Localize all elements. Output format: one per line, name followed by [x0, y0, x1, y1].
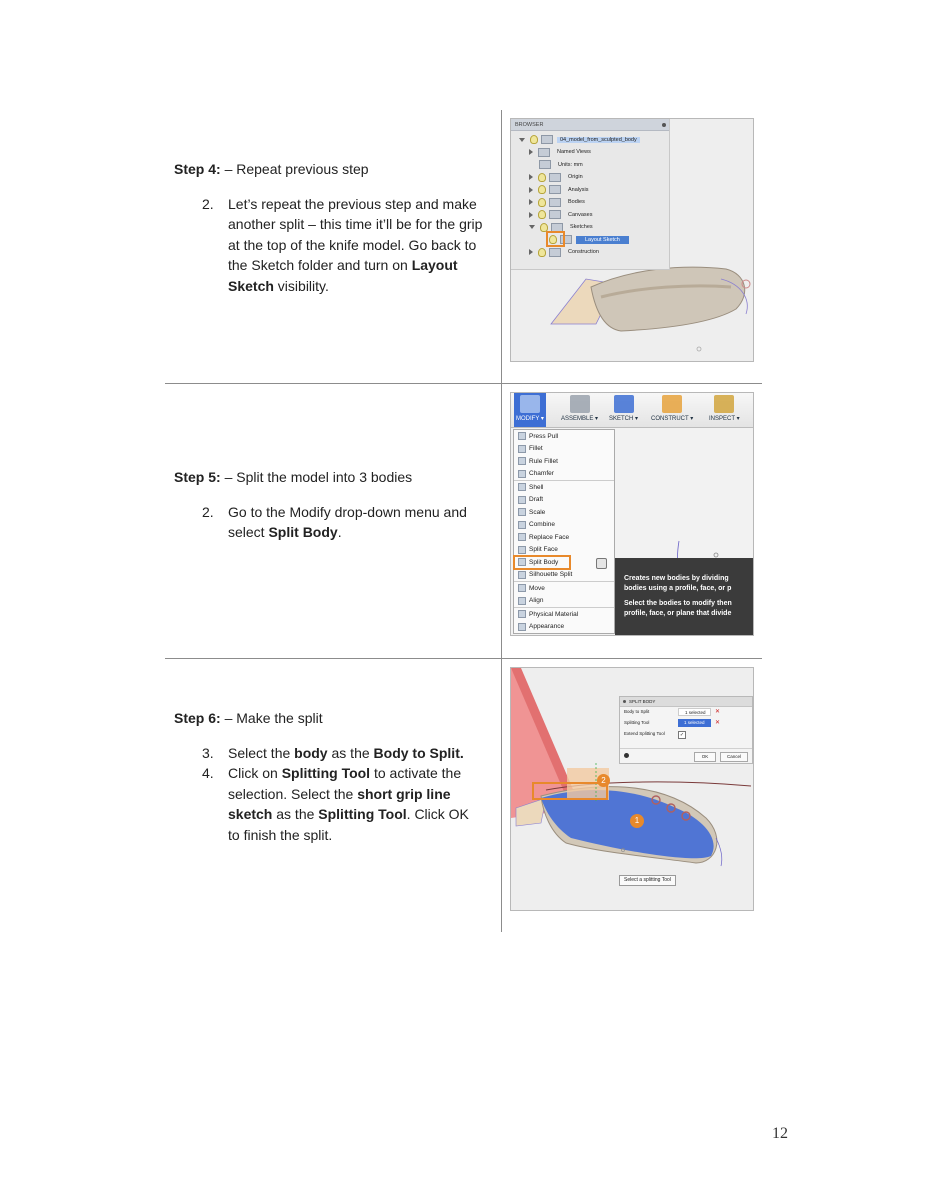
tree-item-label: Units: mm: [558, 161, 583, 168]
visibility-bulb-icon[interactable]: [538, 173, 546, 182]
menu-item-icon: [518, 470, 526, 478]
browser-tree-item[interactable]: [529, 197, 588, 208]
step-heading: – Split the model into 3 bodies: [220, 469, 413, 485]
split-body-tooltip: [615, 558, 753, 635]
instruction-item: [174, 502, 484, 543]
tree-item-label: Named Views: [557, 149, 591, 155]
step-instructions: [174, 502, 484, 543]
tool-label: MODIFY ▾: [516, 416, 544, 422]
browser-tree-item[interactable]: [529, 209, 595, 220]
step-instructions: [174, 194, 484, 297]
extend-checkbox[interactable]: ✓: [679, 732, 685, 738]
browser-tree-item[interactable]: [529, 247, 602, 258]
expand-right-icon[interactable]: [529, 187, 533, 193]
menu-item-icon: [518, 508, 526, 516]
dialog-header: [620, 697, 752, 707]
modify-menu-screenshot: [510, 392, 754, 636]
menu-item-scale[interactable]: [514, 506, 614, 519]
expand-right-icon[interactable]: [529, 249, 533, 255]
folder-icon: [538, 148, 550, 157]
menu-item-icon: [518, 623, 526, 631]
dialog-row: [620, 729, 752, 740]
menu-item-icon: [518, 546, 526, 554]
step-title: [174, 159, 484, 180]
page-number: 12: [772, 1125, 788, 1142]
tooltip-line: Select the bodies to modify then: [624, 600, 732, 607]
dialog-row-label: Splitting Tool: [624, 720, 650, 725]
browser-tree-item[interactable]: [529, 184, 591, 195]
visibility-bulb-icon[interactable]: [538, 185, 546, 194]
tree-item-label: 04_model_from_sculpted_body: [557, 137, 640, 143]
folder-icon: [541, 135, 553, 144]
menu-item-label: Silhouette Split: [529, 571, 573, 579]
tree-item-label: Origin: [568, 174, 583, 180]
folder-icon: [549, 248, 561, 257]
menu-item-icon: [518, 558, 526, 566]
folder-icon: [539, 160, 551, 169]
menu-item-label: Press Pull: [529, 432, 559, 440]
menu-item-icon: [518, 597, 526, 605]
menu-item-rule-fillet[interactable]: [514, 455, 614, 468]
step-5-text: [174, 467, 484, 543]
step-label: Step 5:: [174, 469, 221, 485]
bold-term: Splitting Tool: [281, 765, 371, 781]
menu-item-icon: [518, 483, 526, 491]
dialog-dot-icon: [623, 700, 626, 703]
menu-item-label: Split Body: [529, 558, 559, 566]
menu-item-physical-material[interactable]: [514, 607, 614, 621]
menu-item-replace-face[interactable]: [514, 531, 614, 544]
browser-header: [511, 119, 669, 131]
tool-label: SKETCH ▾: [609, 416, 639, 422]
split-body-screenshot: [510, 667, 754, 911]
bold-term: body: [294, 744, 328, 761]
instruction-text: Click on: [228, 765, 282, 781]
browser-tree-item[interactable]: [529, 172, 586, 183]
instruction-text: . Click OK to finish the split.: [228, 806, 469, 843]
menu-item-combine[interactable]: [514, 519, 614, 532]
menu-item-fillet[interactable]: [514, 443, 614, 456]
dialog-title: SPLIT BODY: [629, 699, 656, 704]
menu-item-shell[interactable]: [514, 480, 614, 494]
modify-dropdown-menu: [513, 429, 615, 634]
menu-item-label: Shell: [529, 483, 544, 491]
visibility-bulb-icon[interactable]: [530, 135, 538, 144]
menu-item-label: Chamfer: [529, 470, 554, 478]
menu-item-icon: [518, 521, 526, 529]
clear-selection-icon[interactable]: ✕: [715, 709, 721, 715]
instruction-text: Go to the Modify drop-down menu and select: [228, 503, 467, 540]
dialog-row-label: Extend Splitting Tool: [624, 731, 665, 736]
selection-button[interactable]: 1 selected: [678, 708, 711, 716]
menu-item-icon: [518, 432, 526, 440]
expand-right-icon[interactable]: [529, 174, 533, 180]
prompt-tooltip: Select a splitting Tool: [619, 875, 676, 886]
item-number: 2.: [202, 195, 214, 212]
marker-2: 2: [597, 774, 610, 787]
menu-item-label: Combine: [529, 521, 556, 529]
folder-icon: [549, 173, 561, 182]
menu-item-silhouette-split[interactable]: [514, 569, 614, 582]
instruction-text: Let’s repeat the previous step and make another split – this time it’ll be for the grip at the top of the knife model. Go back to the Sketch folder and turn on: [228, 195, 483, 273]
menu-item-appearance[interactable]: [514, 621, 614, 634]
menu-item-align[interactable]: [514, 595, 614, 608]
dialog-row: [620, 718, 752, 729]
table-row-divider: [165, 658, 762, 659]
browser-panel-screenshot: [510, 118, 754, 362]
menu-item-draft[interactable]: [514, 494, 614, 507]
menu-item-icon: [518, 533, 526, 541]
tree-item-label: Analysis: [568, 186, 589, 193]
item-number: 3.: [202, 744, 214, 761]
tool-label: INSPECT ▾: [709, 416, 740, 422]
menu-item-label: Draft: [529, 496, 544, 504]
bold-term: short grip line sketch: [228, 785, 451, 822]
bold-term: Splitting Tool: [318, 806, 407, 822]
expand-right-icon[interactable]: [529, 212, 533, 218]
bold-term: Body to Split.: [373, 744, 464, 761]
menu-item-label: Fillet: [529, 445, 543, 453]
tooltip-line: bodies using a profile, face, or p: [624, 584, 732, 592]
tree-item-label: Construction: [568, 249, 599, 255]
options-dot-icon[interactable]: [662, 123, 666, 127]
highlight-box: [546, 231, 565, 247]
dialog-row: [620, 707, 752, 718]
step-heading: – Repeat previous step: [220, 161, 369, 177]
menu-item-icon: [518, 445, 526, 453]
step-6-text: [174, 708, 484, 845]
menu-item-label: Rule Fillet: [529, 457, 558, 465]
step-heading: – Make the split: [220, 710, 323, 726]
menu-item-label: Move: [529, 584, 545, 592]
instruction-text: .: [337, 524, 342, 540]
step-label: Step 6:: [174, 710, 221, 726]
menu-item-label: Scale: [529, 508, 546, 516]
dialog-row-label: Body to Split: [624, 709, 650, 714]
instruction-item: [174, 763, 484, 845]
browser-header-label: BROWSER: [515, 121, 544, 128]
expand-down-icon[interactable]: [529, 225, 535, 229]
visibility-bulb-icon[interactable]: [538, 248, 546, 257]
expand-right-icon[interactable]: [529, 149, 533, 155]
ok-button[interactable]: OK: [694, 752, 716, 762]
tooltip-line: profile, face, or plane that divide: [624, 609, 732, 617]
instruction-item: [174, 743, 484, 764]
menu-item-icon: [518, 496, 526, 504]
folder-icon: [549, 185, 561, 194]
marker-1: 1: [630, 814, 644, 828]
browser-tree-item[interactable]: [539, 159, 586, 170]
tool-label: ASSEMBLE ▾: [561, 416, 599, 422]
menu-item-icon: [518, 584, 526, 592]
instruction-text: as the: [327, 744, 374, 761]
step-label: Step 4:: [174, 161, 221, 177]
more-options-icon[interactable]: [596, 558, 607, 569]
menu-item-label: Appearance: [529, 623, 565, 631]
table-vertical-divider: [501, 110, 502, 932]
instruction-item: [174, 194, 484, 297]
step-title: [174, 708, 484, 729]
menu-item-icon: [518, 457, 526, 465]
clear-selection-icon[interactable]: ✕: [715, 720, 721, 726]
folder-icon: [549, 210, 561, 219]
menu-item-label: Replace Face: [529, 533, 570, 541]
menu-item-chamfer[interactable]: [514, 468, 614, 481]
table-row-divider: [165, 383, 762, 384]
instruction-text: visibility.: [273, 277, 329, 294]
step-instructions: [174, 743, 484, 846]
browser-tree: [511, 119, 670, 270]
bold-term: Split Body: [268, 524, 338, 540]
menu-item-move[interactable]: [514, 581, 614, 595]
menu-item-label: Split Face: [529, 546, 558, 554]
item-number: 2.: [202, 503, 214, 520]
bold-term: Layout Sketch: [228, 257, 458, 294]
instruction-text: to activate the selection. Select the: [228, 765, 462, 802]
info-icon[interactable]: [624, 753, 629, 758]
tree-item-label: Sketches: [570, 224, 593, 230]
visibility-bulb-icon[interactable]: [538, 198, 546, 207]
dialog-footer: [620, 748, 752, 763]
selection-button[interactable]: 1 selected: [678, 719, 711, 727]
cancel-button[interactable]: Cancel: [720, 752, 748, 762]
step-title: [174, 467, 484, 488]
item-number: 4.: [202, 765, 214, 781]
tree-item-label: Bodies: [568, 199, 585, 205]
split-body-dialog: [619, 696, 753, 764]
menu-item-icon: [518, 610, 526, 618]
menu-item-label: Physical Material: [529, 610, 579, 618]
instruction-text: as the: [272, 806, 319, 822]
expand-down-icon[interactable]: [519, 138, 525, 142]
browser-tree-item[interactable]: [529, 147, 594, 158]
tree-item-label: Canvases: [568, 211, 593, 218]
menu-item-split-face[interactable]: [514, 544, 614, 557]
menu-item-press-pull[interactable]: [514, 430, 614, 443]
expand-right-icon[interactable]: [529, 199, 533, 205]
tooltip-line: Creates new bodies by dividing: [624, 575, 729, 582]
tree-item-label: Layout Sketch: [576, 236, 629, 244]
tool-label: CONSTRUCT ▾: [651, 416, 694, 422]
menu-item-split-body[interactable]: [514, 556, 570, 569]
step-4-text: [174, 159, 484, 296]
instruction-text: Select the: [228, 744, 295, 761]
visibility-bulb-icon[interactable]: [538, 210, 546, 219]
menu-item-icon: [518, 571, 526, 579]
browser-tree-item[interactable]: [519, 134, 640, 145]
menu-item-label: Align: [529, 597, 544, 605]
folder-icon: [549, 198, 561, 207]
